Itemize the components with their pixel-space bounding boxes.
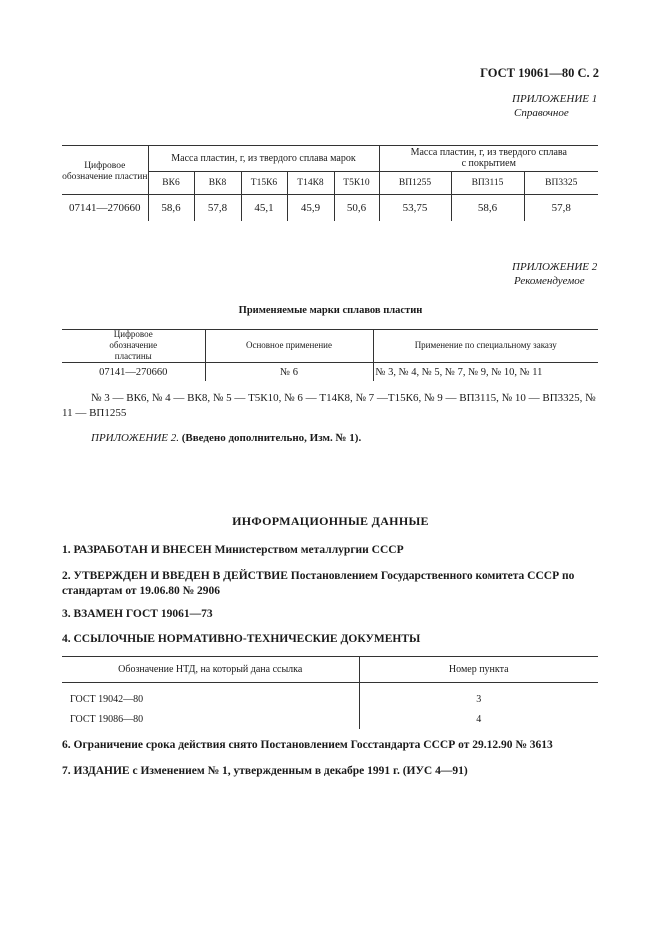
table2-cell: 07141—270660 [62, 363, 205, 382]
info-item: 6. Ограничение срока действия снято Постановлением Госстандарта СССР от 29.12.90 № 3613 [62, 739, 553, 751]
table1-subheader: ВК6 [148, 172, 194, 195]
table2-header: Основное применение [205, 329, 373, 363]
table1-cell: 53,75 [379, 195, 451, 222]
info-title: ИНФОРМАЦИОННЫЕ ДАННЫЕ [232, 514, 429, 528]
appendix1-subtitle: Справочное [514, 107, 569, 119]
table1-code-header: Цифровое обозначение пластин [62, 145, 148, 195]
table1-subheader: ВП3325 [524, 172, 598, 195]
alloys-table [62, 329, 598, 381]
table1-cell: 58,6 [451, 195, 524, 222]
table1-cell: 50,6 [334, 195, 379, 222]
table1-cell: 45,1 [241, 195, 287, 222]
table3-cell-doc: ГОСТ 19042—80 [62, 683, 359, 710]
table2-header: Цифровое обозначение пластины [62, 329, 205, 363]
alloy-legend: № 3 — ВК6, № 4 — ВК8, № 5 — Т5К10, № 6 — Т14К8, № 7 —Т15К6, № 9 — ВП3115, № 10 — ВП3325, № 11 — ВП1255 [62, 392, 596, 419]
info-item: 3. ВЗАМЕН ГОСТ 19061—73 [62, 608, 213, 620]
table3-cell-doc: ГОСТ 19086—80 [62, 709, 359, 729]
table3-header: Номер пункта [359, 656, 598, 683]
table1-subheader: Т15К6 [241, 172, 287, 195]
table-row [62, 709, 598, 729]
table1-cell: 57,8 [524, 195, 598, 222]
page-reference: ГОСТ 19061—80 С. 2 [480, 66, 599, 80]
appendix-note [91, 432, 361, 444]
table1-subheader: Т14К8 [287, 172, 334, 195]
info-item: 1. РАЗРАБОТАН И ВНЕСЕН Министерством металлургии СССР [62, 544, 404, 556]
appendix-note-label: ПРИЛОЖЕНИЕ 2. [91, 432, 179, 444]
info-item: 2. УТВЕРЖДЕН И ВВЕДЕН В ДЕЙСТВИЕ Постановлением Государственного комитета СССР по стандартам от 19.06.80 № 2906 [62, 570, 575, 597]
table-row [62, 195, 598, 222]
table1-cell: 58,6 [148, 195, 194, 222]
table3-header: Обозначение НТД, на который дана ссылка [62, 656, 359, 683]
table1-group2-header: Масса пластин, г, из твердого сплава с покрытием [410, 147, 567, 169]
table2-cell: № 3, № 4, № 5, № 7, № 9, № 10, № 11 [373, 363, 598, 382]
table1-cell-code: 07141—270660 [62, 195, 148, 222]
table1-subheader: ВП3115 [451, 172, 524, 195]
table-row [62, 363, 598, 382]
appendix2-title: ПРИЛОЖЕНИЕ 2 [512, 261, 598, 273]
appendix1-heading [512, 92, 597, 120]
table1-cell: 57,8 [194, 195, 241, 222]
table2-title: Применяемые марки сплавов пластин [238, 305, 423, 316]
table1-subheader: ВК8 [194, 172, 241, 195]
table3-cell-clause: 4 [476, 713, 482, 725]
table3-cell-clause: 3 [476, 693, 482, 705]
table2-cell: № 6 [205, 363, 373, 382]
table-row [62, 683, 598, 710]
mass-table [62, 145, 598, 221]
table1-group1-header: Масса пластин, г, из твердого сплава марок [148, 145, 379, 172]
references-table [62, 656, 598, 729]
info-item: 7. ИЗДАНИЕ с Изменением № 1, утвержденным в декабре 1991 г. (ИУС 4—91) [62, 765, 468, 777]
table2-header: Применение по специальному заказу [414, 340, 557, 350]
table1-cell: 45,9 [287, 195, 334, 222]
appendix2-heading [512, 260, 597, 288]
appendix1-title: ПРИЛОЖЕНИЕ 1 [512, 93, 598, 105]
table1-subheader: Т5К10 [334, 172, 379, 195]
appendix2-subtitle: Рекомендуемое [514, 275, 585, 287]
table1-subheader: ВП1255 [379, 172, 451, 195]
appendix-note-text: (Введено дополнительно, Изм. № 1). [181, 432, 362, 444]
info-item: 4. ССЫЛОЧНЫЕ НОРМАТИВНО-ТЕХНИЧЕСКИЕ ДОКУМЕНТЫ [62, 633, 421, 645]
